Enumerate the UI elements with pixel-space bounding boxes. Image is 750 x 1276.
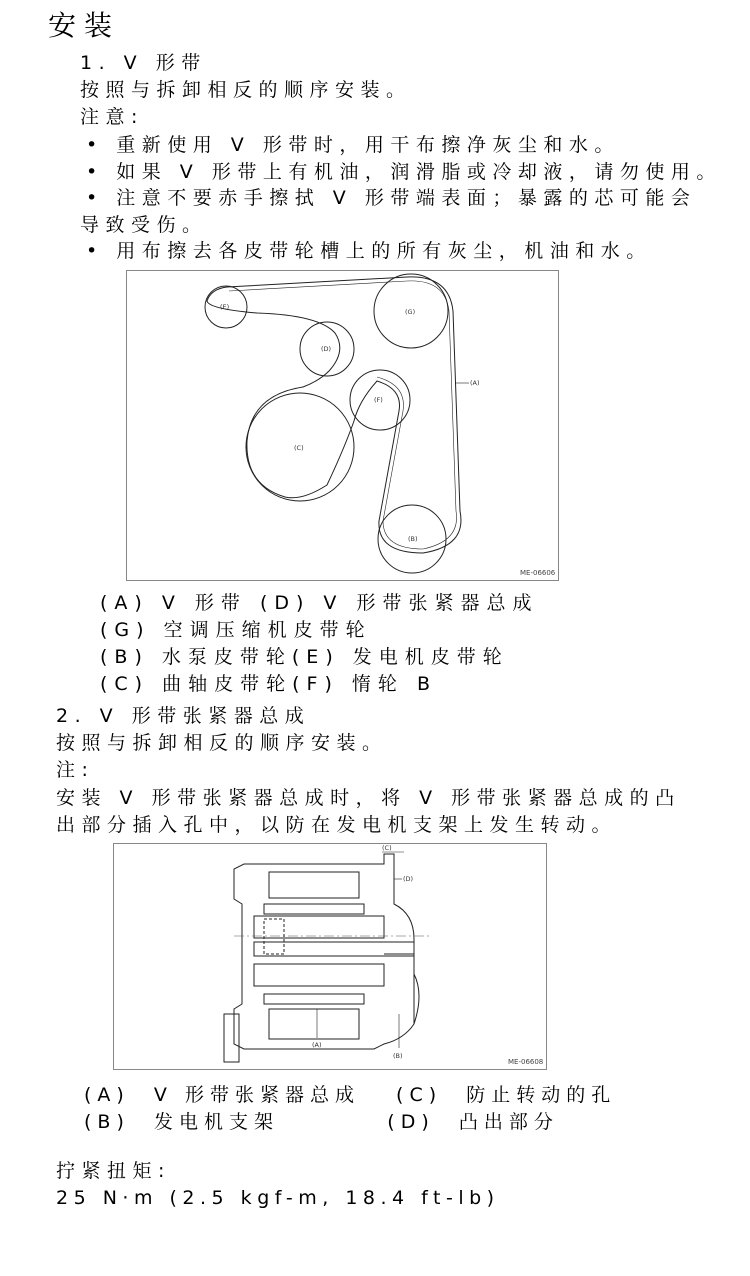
- label-d: (D): [321, 345, 332, 353]
- legend2-line: (A) V 形带张紧器总成 (C) 防止转动的孔: [84, 1084, 617, 1106]
- section1-para: 按照与拆卸相反的顺序安装。: [80, 79, 412, 101]
- label-g: (G): [405, 308, 416, 316]
- legend1-line: (G) 空调压缩机皮带轮: [100, 619, 372, 641]
- page-title: 安装: [48, 9, 121, 42]
- belt-routing-figure: [126, 270, 559, 581]
- section2-para: 按照与拆卸相反的顺序安装。: [56, 732, 388, 754]
- label-c: (C): [294, 444, 304, 452]
- label-b: (B): [393, 1052, 403, 1060]
- section1-heading: 1. V 形带: [80, 52, 207, 74]
- section1-bullet: • 注意不要赤手擦拭 V 形带端表面；暴露的芯可能会: [86, 187, 697, 209]
- section1-bullet-continued: 导致受伤。: [80, 214, 208, 236]
- section1-bullet: • 如果 V 形带上有机油，润滑脂或冷却液，请勿使用。: [86, 161, 722, 183]
- tensioner-figure: [113, 843, 547, 1070]
- section2-note-line: 安装 V 形带张紧器总成时，将 V 形带张紧器总成的凸: [56, 787, 681, 809]
- section2-note-line: 出部分插入孔中，以防在发电机支架上发生转动。: [56, 814, 618, 836]
- section2-heading: 2. V 形带张紧器总成: [56, 705, 311, 727]
- label-d: (D): [403, 875, 414, 883]
- label-a: (A): [312, 1041, 322, 1049]
- section1-bullet: • 用布擦去各皮带轮槽上的所有灰尘，机油和水。: [86, 240, 652, 262]
- section1-bullet: • 重新使用 V 形带时，用干布擦净灰尘和水。: [86, 134, 620, 156]
- section2-note-label: 注:: [56, 759, 95, 781]
- torque-value: 25 N·m (2.5 kgf-m, 18.4 ft-lb): [56, 1187, 500, 1209]
- label-a: (A): [470, 379, 480, 387]
- figure-code: ME-06606: [520, 569, 556, 577]
- label-f: (F): [374, 396, 383, 404]
- section1-note-label: 注意:: [80, 106, 144, 128]
- figure-code: ME-06608: [508, 1058, 544, 1066]
- label-e: (E): [220, 303, 230, 311]
- legend1-line: (A) V 形带 (D) V 形带张紧器总成: [100, 592, 539, 614]
- torque-label: 拧紧扭矩:: [56, 1160, 171, 1182]
- legend1-line: (B) 水泵皮带轮(E) 发电机皮带轮: [100, 646, 509, 668]
- legend2-line: (B) 发电机支架 (D) 凸出部分: [84, 1111, 559, 1133]
- label-b: (B): [408, 535, 418, 543]
- legend1-line: (C) 曲轴皮带轮(F) 惰轮 B: [100, 673, 437, 695]
- label-c: (C): [382, 844, 392, 852]
